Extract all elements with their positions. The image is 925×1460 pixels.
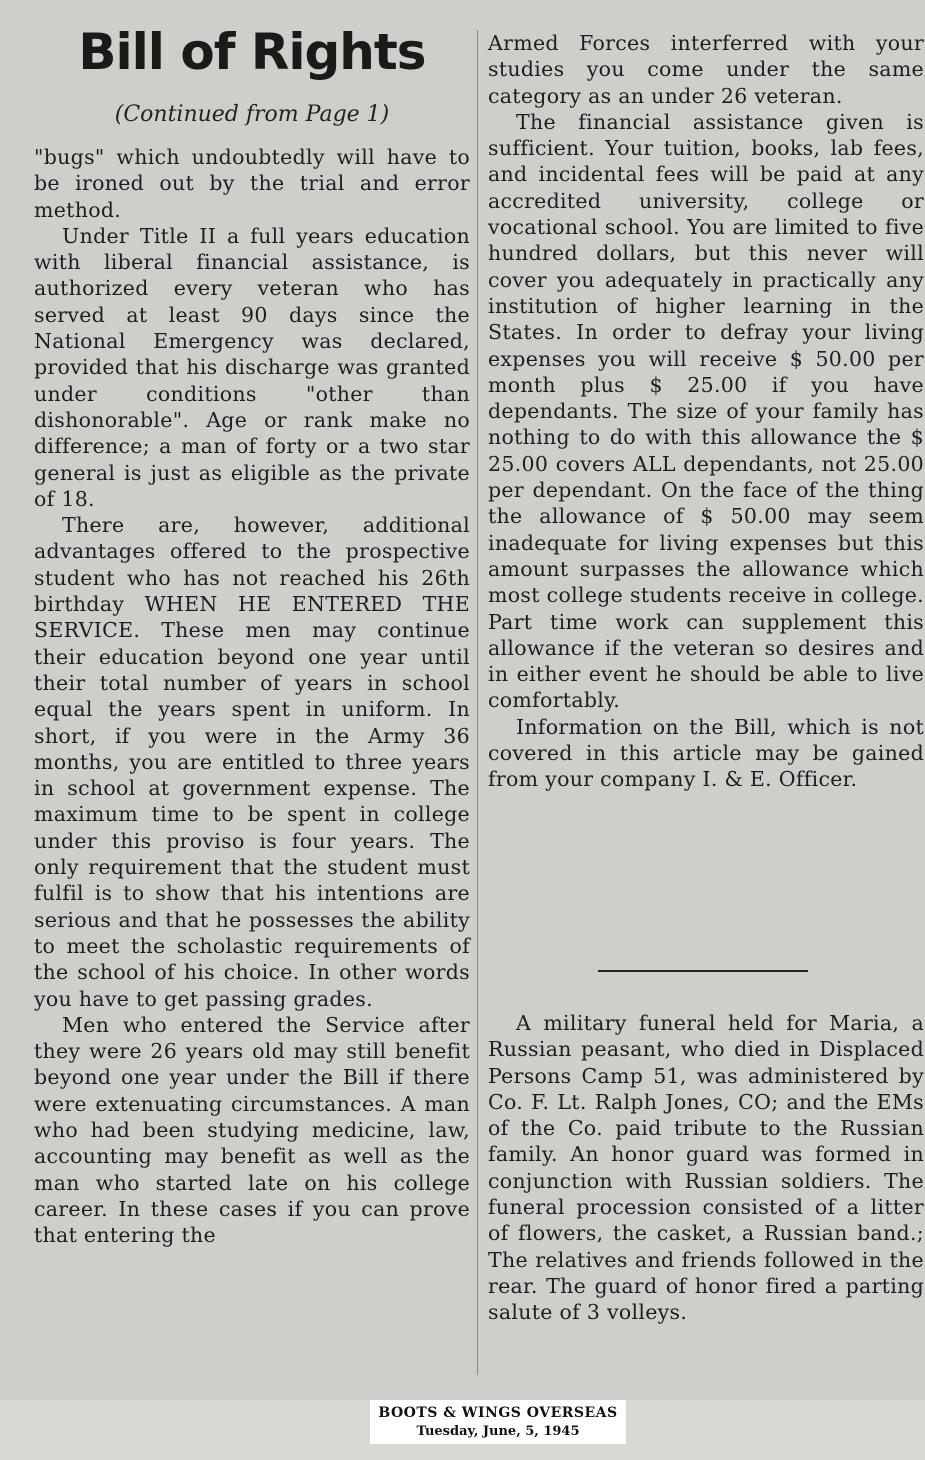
paragraph: Men who entered the Service after they were 26 years old may still benefit beyond one year under the Bill if there were extenuating circumstances. A man who had been studying medicine, law, accounting may benefit as well as the man who started late on his college career. In these cases if you can prove that entering the <box>34 1012 470 1248</box>
newspaper-name: BOOTS & WINGS OVERSEAS <box>378 1405 618 1421</box>
right-column <box>488 30 924 793</box>
paragraph: There are, however, additional advantages offered to the prospective student who has not reached his 26th birthday WHEN HE ENTERED THE SERVICE. These men may continue their education beyond one year until their total number of years in school equal the years spent in uniform. In short, if you were in the Army 36 months, you are entitled to three years in school at government expense. The maximum time to be spent in college under this proviso is four years. The only requirement that the student must fulfil is to show that his intentions are serious and that he possesses the ability to meet the scholastic requirements of the school of his choice. In other words you have to get passing grades. <box>34 513 470 1011</box>
paragraph: Under Title II a full years education with liberal financial assistance, is authorized every veteran who has served at least 90 days since the National Emergency was declared, provided that his discharge was granted under conditions "other than dishonorable". Age or rank make no difference; a man of forty or a two star general is just as eligible as the private of 18. <box>34 223 470 511</box>
paragraph: A military funeral held for Maria, a Russian peasant, who died in Displaced Persons Camp 51, was administered by Co. F. Lt. Ralph Jones, CO; and the EMs of the Co. paid tribute to the Russian family. An honor guard was formed in conjunction with Russian soldiers. The funeral procession consisted of a litter of flowers, the casket, a Russian band.; The relatives and friends followed in the rear. The guard of honor fired a parting salute of 3 volleys. <box>488 1011 924 1325</box>
newspaper-footer <box>370 1400 626 1444</box>
funeral-article <box>488 1010 924 1326</box>
paragraph: Information on the Bill, which is not covered in this article may be gained from your company I. & E. Officer. <box>488 714 924 792</box>
article-title: Bill of Rights <box>78 23 426 81</box>
column-divider <box>477 30 478 1375</box>
article-subtitle: (Continued from Page 1) <box>114 102 390 127</box>
paragraph: The financial assistance given is sufficient. Your tuition, books, lab fees, and incidental fees will be paid at any accredited university, college or vocational school. You are limited to five hundred dollars, but this never will cover you adequately in practically any institution of higher learning in the States. In order to defray your living expenses you will receive $ 50.00 per month plus $ 25.00 if you have dependants. The size of your family has nothing to do with this allowance the $ 25.00 covers ALL dependants, not 25.00 per dependant. On the face of the thing the allowance of $ 50.00 may seem inadequate for living expenses but this amount surpasses the allowance which most college students receive in college. Part time work can supplement this allowance if the veteran so desires and in either event he should be able to live comfortably. <box>488 109 924 713</box>
paragraph: Armed Forces interferred with your studies you come under the same category as an under 26 veteran. <box>488 31 924 108</box>
paragraph: "bugs" which undoubtedly will have to be ironed out by the trial and error method. <box>34 145 470 222</box>
publication-date: Tuesday, June, 5, 1945 <box>416 1424 580 1439</box>
section-divider <box>598 970 808 972</box>
left-column <box>34 144 470 1248</box>
